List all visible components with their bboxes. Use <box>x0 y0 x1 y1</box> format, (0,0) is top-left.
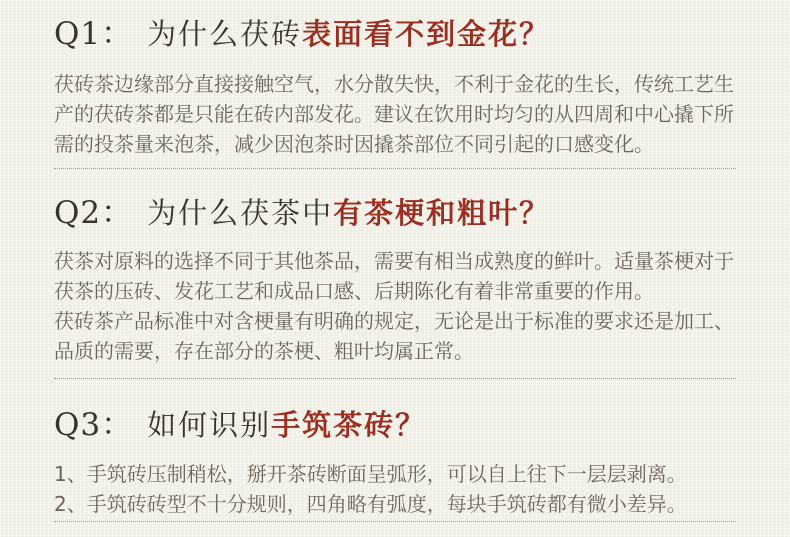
answer-list-item: 2、手筑砖砖型不十分规则，四角略有弧度，每块手筑砖都有微小差异。 <box>54 492 687 516</box>
question-number: Q2： <box>54 195 134 231</box>
question-number: Q3： <box>54 407 134 443</box>
question-heading <box>54 191 736 240</box>
question-number: Q1： <box>54 16 134 52</box>
answer-paragraph <box>54 69 736 159</box>
question-text: 为什么茯茶中 <box>147 196 334 230</box>
answer-line: 茯茶的压砖、发花工艺和成品口感、后期陈化有着非常重要的作用。 <box>54 279 654 303</box>
question-text: 为什么茯砖 <box>147 17 303 51</box>
section-divider <box>54 168 736 169</box>
faq-section-q3 <box>54 403 736 522</box>
question-highlight-text: 表面看不到金花？ <box>302 17 551 51</box>
section-divider <box>54 521 736 522</box>
answer-list-item: 1、手筑砖压制稍松，掰开茶砖断面呈弧形，可以自上往下一层层剥离。 <box>54 462 687 486</box>
question-text: 如何识别 <box>147 408 272 442</box>
question-highlight-text: 手筑茶砖？ <box>271 408 427 442</box>
question-heading <box>54 0 736 61</box>
section-divider <box>54 378 736 379</box>
answer-line: 品质的需要，存在部分的茶梗、粗叶均属正常。 <box>54 339 474 363</box>
answer-line: 产的茯砖茶都是只能在砖内部发花。建议在饮用时均匀的从四周和中心撬下所 <box>54 102 734 126</box>
faq-section-q2 <box>54 191 736 379</box>
answer-line: 茯砖茶边缘部分直接接触空气，水分散失快，不利于金花的生长，传统工艺生 <box>54 72 734 96</box>
answer-line: 茯砖茶产品标准中对含梗量有明确的规定，无论是出于标准的要求还是加工、 <box>54 309 734 333</box>
faq-section-q1 <box>54 0 736 169</box>
answer-line: 需的投茶量来泡茶，减少因泡茶时因撬茶部位不同引起的口感变化。 <box>54 132 654 156</box>
question-heading <box>54 403 736 452</box>
question-highlight-text: 有茶梗和粗叶？ <box>333 196 551 230</box>
answer-paragraph <box>54 246 736 366</box>
answer-list <box>54 459 736 519</box>
answer-line: 茯茶对原料的选择不同于其他茶品，需要有相当成熟度的鲜叶。适量茶梗对于 <box>54 249 734 273</box>
